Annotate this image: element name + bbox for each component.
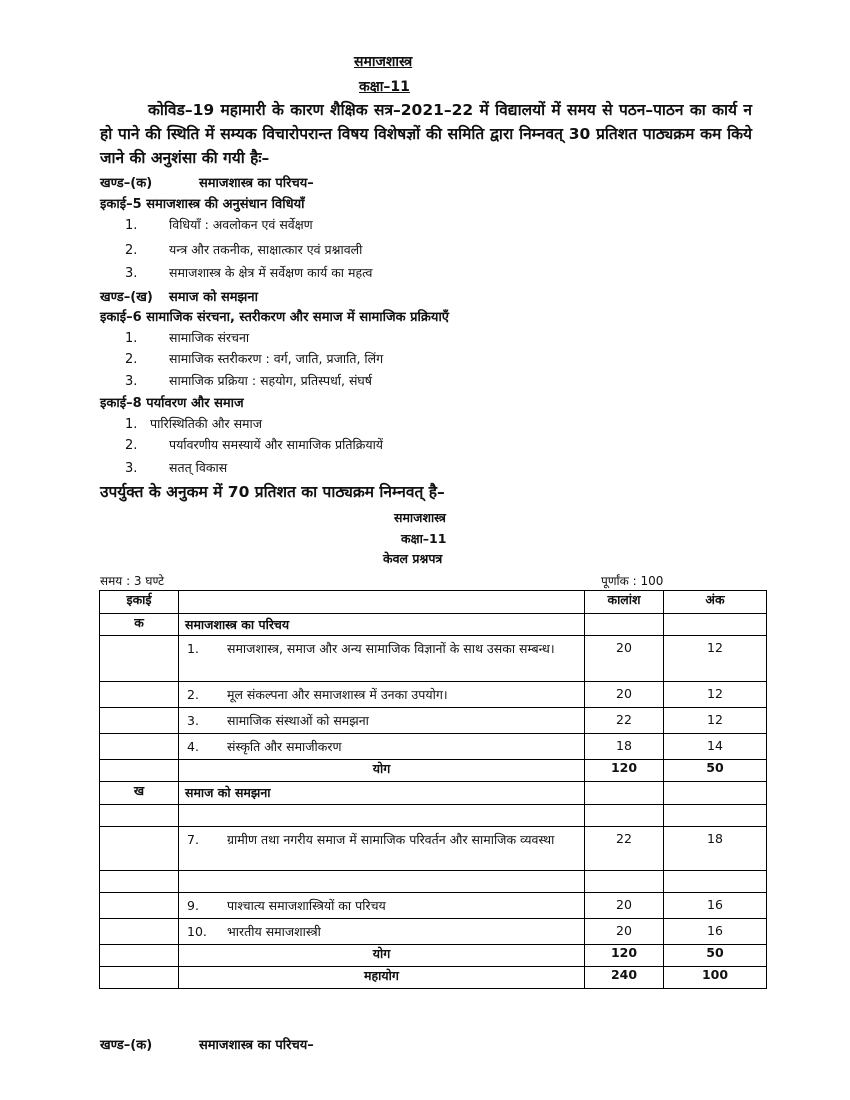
table-row bbox=[100, 682, 767, 708]
periods-value: 22 bbox=[616, 712, 632, 727]
list-item-number: 1. bbox=[125, 331, 138, 346]
topic-number: 1. bbox=[187, 641, 199, 656]
list-item: यन्त्र और तकनीक, साक्षात्कार एवं प्रश्नावली bbox=[169, 242, 363, 257]
section-total-row bbox=[100, 760, 767, 782]
total-label: योग bbox=[179, 760, 585, 782]
section-total-row bbox=[100, 945, 767, 967]
periods-value: 20 bbox=[616, 923, 632, 938]
khand-k-label: खण्ड–(क) bbox=[100, 176, 153, 191]
topic-number: 3. bbox=[187, 713, 199, 728]
table-row bbox=[100, 893, 767, 919]
list-item: पारिस्थितिकी और समाज bbox=[150, 416, 263, 431]
spacer-row bbox=[100, 871, 767, 893]
grand-total-periods: 240 bbox=[585, 967, 664, 989]
grand-total-marks: 100 bbox=[664, 967, 767, 989]
marks-value: 12 bbox=[707, 640, 723, 655]
section-title-cell bbox=[179, 782, 585, 805]
periods-value: 20 bbox=[616, 686, 632, 701]
topic-text: सामाजिक संस्थाओं को समझना bbox=[227, 713, 369, 728]
list-item-number: 1. bbox=[125, 218, 138, 233]
marks-value: 14 bbox=[707, 738, 723, 753]
topic-number: 2. bbox=[187, 687, 199, 702]
marks-value: 16 bbox=[707, 923, 723, 938]
list-item: सामाजिक संरचना bbox=[169, 330, 250, 345]
intro-paragraph: कोविड–19 महामारी के कारण शैक्षिक सत्र–2021–22 में विद्यालयों में समय से पठन–पाठन का कार्य न हो पाने की स्थिति में सम्यक विचारोपरान्त विषय विशेषज्ञों की समिति द्वारा निम्नवत् 30 प्रतिशत पाठ्यक्रम कम किये जाने की अनुशंसा की गयी हैः– bbox=[100, 101, 752, 167]
unit6-title: इकाई–6 सामाजिक संरचना, स्तरीकरण और समाज में सामाजिक प्रक्रियाएँ bbox=[100, 310, 449, 325]
section-title-cell bbox=[179, 614, 585, 636]
paper-type: केवल प्रश्नपत्र bbox=[383, 551, 443, 566]
header-marks: अंक bbox=[664, 591, 767, 614]
paper-class: कक्षा–11 bbox=[401, 531, 447, 546]
topic-text: समाजशास्त्र, समाज और अन्य सामाजिक विज्ञानों के साथ उसका सम्बन्ध। bbox=[227, 641, 555, 656]
list-item: सतत् विकास bbox=[169, 460, 228, 475]
topic-number: 4. bbox=[187, 739, 199, 754]
footer-khand-title: समाजशास्त्र का परिचय– bbox=[199, 1038, 314, 1053]
topic-text: भारतीय समाजशास्त्री bbox=[227, 924, 321, 939]
document-subject-title: समाजशास्त्र bbox=[354, 54, 413, 70]
full-marks: पूर्णांक : 100 bbox=[601, 574, 664, 588]
header-unit: इकाई bbox=[100, 591, 179, 614]
list-item: सामाजिक स्तरीकरण : वर्ग, जाति, प्रजाति, लिंग bbox=[169, 351, 384, 366]
list-item: सामाजिक प्रक्रिया : सहयोग, प्रतिस्पर्धा, संघर्ष bbox=[169, 373, 373, 388]
list-item-number: 2. bbox=[125, 352, 138, 367]
paper-subject: समाजशास्त्र bbox=[394, 510, 446, 525]
topic-text: ग्रामीण तथा नगरीय समाज में सामाजिक परिवर्तन और सामाजिक व्यवस्था bbox=[227, 832, 555, 847]
list-item-number: 2. bbox=[125, 243, 138, 258]
section-unit: ख bbox=[100, 782, 179, 805]
khand-k-title: समाजशास्त्र का परिचय– bbox=[199, 176, 314, 191]
total-label: योग bbox=[179, 945, 585, 967]
table-header-row bbox=[100, 591, 767, 614]
unit5-title: इकाई–5 समाजशास्त्र की अनुसंधान विधियाँ bbox=[100, 197, 305, 212]
table-row bbox=[100, 734, 767, 760]
topic-number: 10. bbox=[187, 924, 207, 939]
khand-kh-label: खण्ड–(ख) bbox=[100, 290, 153, 305]
header-topic bbox=[179, 591, 585, 614]
khand-kh-title: समाज को समझना bbox=[169, 290, 258, 305]
header-periods: कालांश bbox=[585, 591, 664, 614]
topic-text: संस्कृति और समाजीकरण bbox=[227, 739, 342, 754]
total-marks: 50 bbox=[664, 945, 767, 967]
marks-value: 18 bbox=[707, 831, 723, 846]
list-item-number: 3. bbox=[125, 374, 138, 389]
footer-khand-label: खण्ड–(क) bbox=[100, 1038, 153, 1053]
marks-value: 16 bbox=[707, 897, 723, 912]
section-unit: क bbox=[100, 614, 179, 636]
list-item-number: 3. bbox=[125, 461, 138, 476]
marks-value: 12 bbox=[707, 686, 723, 701]
grand-total-row bbox=[100, 967, 767, 989]
document-class-title: कक्षा–11 bbox=[359, 79, 410, 95]
topic-text: पाश्चात्य समाजशास्त्रियों का परिचय bbox=[227, 898, 386, 913]
periods-value: 20 bbox=[616, 640, 632, 655]
section-header-row bbox=[100, 614, 767, 636]
table-row bbox=[100, 919, 767, 945]
table-row bbox=[100, 636, 767, 682]
marks-value: 12 bbox=[707, 712, 723, 727]
unit8-title: इकाई–8 पर्यावरण और समाज bbox=[100, 396, 244, 411]
periods-value: 20 bbox=[616, 897, 632, 912]
total-marks: 50 bbox=[664, 760, 767, 782]
topic-text: मूल संकल्पना और समाजशास्त्र में उनका उपयोग। bbox=[227, 687, 448, 702]
table-row bbox=[100, 708, 767, 734]
section-title: समाजशास्त्र का परिचय bbox=[185, 617, 290, 632]
topic-number: 9. bbox=[187, 898, 199, 913]
list-item-number: 1. bbox=[125, 417, 138, 432]
total-periods: 120 bbox=[585, 760, 664, 782]
total-periods: 120 bbox=[585, 945, 664, 967]
remaining-syllabus-heading: उपर्युक्त के अनुकम में 70 प्रतिशत का पाठ्यक्रम निम्नवत् है– bbox=[100, 483, 445, 501]
section-title: समाज को समझना bbox=[185, 785, 271, 800]
syllabus-table bbox=[99, 590, 767, 989]
list-item-number: 2. bbox=[125, 438, 138, 453]
periods-value: 18 bbox=[616, 738, 632, 753]
periods-value: 22 bbox=[616, 831, 632, 846]
list-item-number: 3. bbox=[125, 266, 138, 281]
grand-total-label: महायोग bbox=[179, 967, 585, 989]
topic-number: 7. bbox=[187, 832, 199, 847]
section-header-row bbox=[100, 782, 767, 805]
table-row bbox=[100, 827, 767, 871]
list-item: विधियाँ : अवलोकन एवं सर्वेक्षण bbox=[169, 217, 313, 232]
list-item: समाजशास्त्र के क्षेत्र में सर्वेक्षण कार्य का महत्व bbox=[169, 265, 373, 280]
spacer-row bbox=[100, 805, 767, 827]
exam-time: समय : 3 घण्टे bbox=[100, 574, 165, 588]
list-item: पर्यावरणीय समस्यायें और सामाजिक प्रतिक्रियायें bbox=[169, 437, 384, 452]
